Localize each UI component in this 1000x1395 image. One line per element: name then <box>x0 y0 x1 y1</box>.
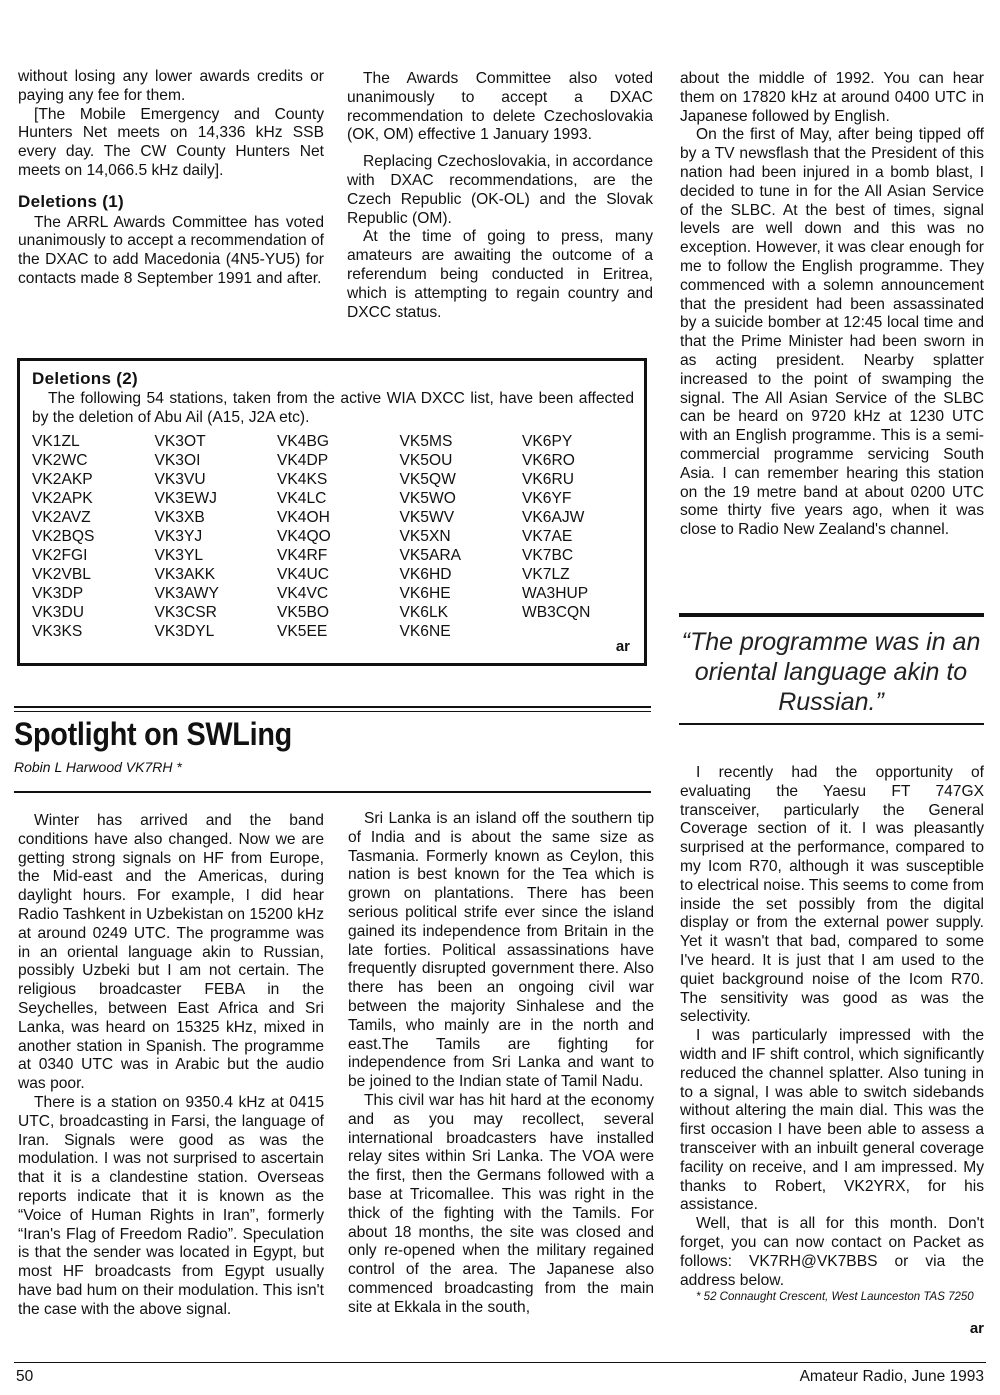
byline-rule <box>14 791 651 793</box>
callsign: VK6LK <box>399 604 449 621</box>
col2-article <box>348 810 654 1318</box>
deletions2-heading: Deletions (2) <box>32 369 138 388</box>
col3-article-p1: I recently had the opportunity of evaluating the Yaesu FT 747GX transceiver, particularly the General Coverage section of it. I was pleasantly surprised at the performance, compared to my Icom R70, although it was susceptible to electrical noise. This seems to come from inside the set possibly from the digital display or from the external power supply. Yet it wasn't that bad, compared to some I've heard. It is just that I am used to the quiet background noise of the Icom R70. The sensitivity was good as was the selectivity. <box>680 764 984 1026</box>
callsign: VK2APK <box>32 490 93 507</box>
callsign: VK5OU <box>399 452 453 469</box>
callsign-column <box>277 432 400 641</box>
callsign: VK6RO <box>522 452 575 469</box>
callsign: VK1ZL <box>32 433 80 450</box>
col1-article-p1: Winter has arrived and the band conditions have also changed. Now we are getting strong signals on HF from Europe, the Mid-east and the Americas, during daylight hours. For example, I did hear Radio Tashkent in Uzbekistan on 15200 kHz at around 0249 UTC. The programme was in an oriental language akin to Russian, possibly Uzbeki but I am not certain. The religious broadcaster FEBA in the Seychelles, between East Africa and Sri Lanka, was heard on 15325 kHz, mixed in another station in Spanish. The programme at 0340 UTC was in Arabic but the audio was poor. <box>18 812 324 1093</box>
callsign: WB3CQN <box>522 604 591 621</box>
callsign: VK6PY <box>522 433 573 450</box>
callsign-column <box>155 432 278 641</box>
pullquote-rule-top <box>679 613 984 617</box>
callsign: VK3DU <box>32 604 84 621</box>
col2-article-p1: Sri Lanka is an island off the southern tip of India and is about the same size as Tasmania. Formerly known as Ceylon, this nation is best known for the Tea which is grown on plantations. There has been serious political strife ever since the island gained its independence from Britain in the late forties. Political assassinations have frequently disrupted government there. Also there has been an ongoing civil war between the majority Sinhalese and the Tamils, who mainly are in the north and east.The Tamils are fighting for independence from Sri Lanka and want to be joined to the Indian state of Tamil Nadu. <box>348 810 654 1091</box>
publication-info: Amateur Radio, June 1993 <box>799 1368 984 1385</box>
callsign: VK4RF <box>277 547 328 564</box>
col3-top <box>680 70 984 540</box>
section-rule-top-2 <box>14 711 651 712</box>
col1-top-p2: [The Mobile Emergency and County Hunters Net meets on 14,336 kHz SSB every day. The CW County Hunters Net meets on 14,066.5 kHz daily]. <box>18 105 324 179</box>
article-title: Spotlight on SWLing <box>14 716 293 752</box>
callsign: VK4KS <box>277 471 328 488</box>
callsign: VK3EWJ <box>154 490 217 507</box>
section-rule-top <box>14 706 651 708</box>
callsign: VK6HD <box>399 566 452 583</box>
callsign: VK2AKP <box>32 471 93 488</box>
callsign: VK4LC <box>277 490 327 507</box>
callsign: VK3DP <box>32 585 84 602</box>
col3-article-p2: I was particularly impressed with the width and IF shift control, which significantly reduced the channel splatter. Also tuning in to a signal, I was able to switch sidebands without altering the main dial. This was the first occasion I have been able to assess a transceiver with an inbuilt general coverage facility on receive, and I am impressed. My thanks to Robert, VK2YRX, for his assistance. <box>680 1027 984 1214</box>
callsign: VK5WO <box>399 490 456 507</box>
callsign: VK4BG <box>277 433 330 450</box>
callsign: VK5ARA <box>399 547 462 564</box>
col1-top <box>18 68 324 289</box>
callsign: VK2FGI <box>32 547 88 564</box>
callsign: VK5XN <box>399 528 451 545</box>
callsign: VK4UC <box>277 566 329 583</box>
callsign: VK7BC <box>522 547 574 564</box>
callsign: VK2BQS <box>32 528 95 545</box>
callsign: VK2AVZ <box>32 509 91 526</box>
callsign: VK3CSR <box>154 604 217 621</box>
deletions1-heading: Deletions (1) <box>18 191 124 211</box>
callsign-column <box>32 432 155 641</box>
callsign: VK5EE <box>277 623 328 640</box>
callsign: VK6NE <box>399 623 451 640</box>
callsign: VK3YJ <box>154 528 203 545</box>
callsign: VK3DYL <box>154 623 215 640</box>
col2-top-p3: At the time of going to press, many amateurs are awaiting the outcome of a referendum being conducted in Eritrea, which is attempting to regain country and DXCC status. <box>347 228 653 321</box>
address-footnote: * 52 Connaught Crescent, West Launceston TAS 7250 <box>696 1291 974 1304</box>
callsign: VK3OT <box>154 433 206 450</box>
callsign: WA3HUP <box>522 585 589 602</box>
callsign: VK7LZ <box>522 566 570 583</box>
callsign-column <box>400 432 523 641</box>
callsign: VK4DP <box>277 452 329 469</box>
footer-rule <box>14 1362 986 1363</box>
article-end-mark: ar <box>969 1320 984 1337</box>
callsign: VK4OH <box>277 509 330 526</box>
callsign: VK5QW <box>399 471 456 488</box>
callsign: VK6YF <box>522 490 572 507</box>
col2-top-p2: Replacing Czechoslovakia, in accordance with DXAC recommendations, are the Czech Republic (OK-OL) and the Slovak Republic (OM). <box>347 153 653 227</box>
pull-quote: “The programme was in an oriental language akin to Russian.” <box>681 628 981 716</box>
article-byline: Robin L Harwood VK7RH * <box>14 759 182 775</box>
callsign: VK4VC <box>277 585 329 602</box>
callsign: VK5BO <box>277 604 330 621</box>
col2-top <box>347 70 653 322</box>
pullquote-rule-bottom <box>679 723 984 725</box>
page-number: 50 <box>16 1368 34 1385</box>
box-end-mark: ar <box>615 638 630 655</box>
col1-top-p1: without losing any lower awards credits or paying any fee for them. <box>18 68 324 104</box>
callsign: VK6RU <box>522 471 574 488</box>
col2-article-p2: This civil war has hit hard at the economy and as you may recollect, several international broadcasters have installed relay sites within Sri Lanka. The VOA were the first, then the Germans followed with a base at Tricomallee. This was right in the thick of the fighting with the Tamils. For about 18 months, the site was closed and only re-opened when the military regained control of the area. The Japanese also commenced broadcasting from the main site at Ekkala in the south, <box>348 1091 654 1316</box>
deletions2-box <box>17 358 647 666</box>
col1-top-p3: The ARRL Awards Committee has voted unanimously to accept a recommendation of the DXAC to add Macedonia (4N5-YU5) for contacts made 8 September 1991 and after. <box>18 213 324 287</box>
col2-top-p1: The Awards Committee also voted unanimously to accept a DXAC recommendation to delete Czechoslovakia (OK, OM) effective 1 January 1993. <box>347 70 653 144</box>
callsign: VK3OI <box>154 452 201 469</box>
callsign: VK6AJW <box>522 509 585 526</box>
callsign: VK2VBL <box>32 566 91 583</box>
callsign: VK4QO <box>277 528 331 545</box>
col3-article-p3: Well, that is all for this month. Don't forget, you can now contact on Packet as follows: VK7RH@VK7BBS or via the address below. <box>680 1215 984 1289</box>
callsign: VK3KS <box>32 623 83 640</box>
col1-article <box>18 812 324 1320</box>
callsign: VK3AKK <box>154 566 216 583</box>
callsign: VK2WC <box>32 452 88 469</box>
callsign: VK5WV <box>399 509 455 526</box>
callsign: VK3VU <box>154 471 206 488</box>
callsign: VK5MS <box>399 433 453 450</box>
callsign: VK6HE <box>399 585 451 602</box>
col3-top-p1: about the middle of 1992. You can hear them on 17820 kHz at around 0400 UTC in Japanese followed by English. <box>680 70 984 125</box>
callsign-column <box>522 432 645 641</box>
col3-article <box>680 764 984 1364</box>
callsign: VK3XB <box>154 509 205 526</box>
col3-top-p2: On the first of May, after being tipped off by a TV newsflash that the President of this nation had been injured in a bomb blast, I decided to tune in for the All Asian Service of the SLBC. At the best of times, signal levels are well down and this was no exception. However, it was clear enough for me to follow the English programme. They commenced with a solemn announcement that the president had been assassinated by a suicide bomber at 12:45 local time and that the Prime Minister had been sworn in as acting president. Nearby splatter increased to the point of swamping the signal. The All Asian Service of the SLBC can be heard on 9720 kHz at 1230 UTC with an English programme. This is a semi-commercial programme servicing South Asia. I can remember hearing this station on the 19 metre band at about 0200 UTC some thirty five years ago, when it was close to Radio New Zealand's channel. <box>680 126 984 539</box>
callsign: VK3YL <box>154 547 204 564</box>
callsign: VK3AWY <box>154 585 219 602</box>
deletions2-intro: The following 54 stations, taken from the active WIA DXCC list, have been affected by the deletion of Abu Ail (A15, J2A etc). <box>32 390 634 426</box>
col1-article-p2: There is a station on 9350.4 kHz at 0415 UTC, broadcasting in Farsi, the language of Iran. Signals were good as was the modulation. I was not surprised to ascertain that it is a clandestine station. Overseas reports indicate that it is known as the “Voice of Human Rights in Iran”, formerly “Iran's Flag of Freedom Radio”. Speculation is that the sender was located in Egypt, but most HF broadcasts from Egypt usually have bad hum on their modulation. This isn't the case with the above signal. <box>18 1093 324 1318</box>
callsign: VK7AE <box>522 528 573 545</box>
callsign-list <box>32 432 634 641</box>
